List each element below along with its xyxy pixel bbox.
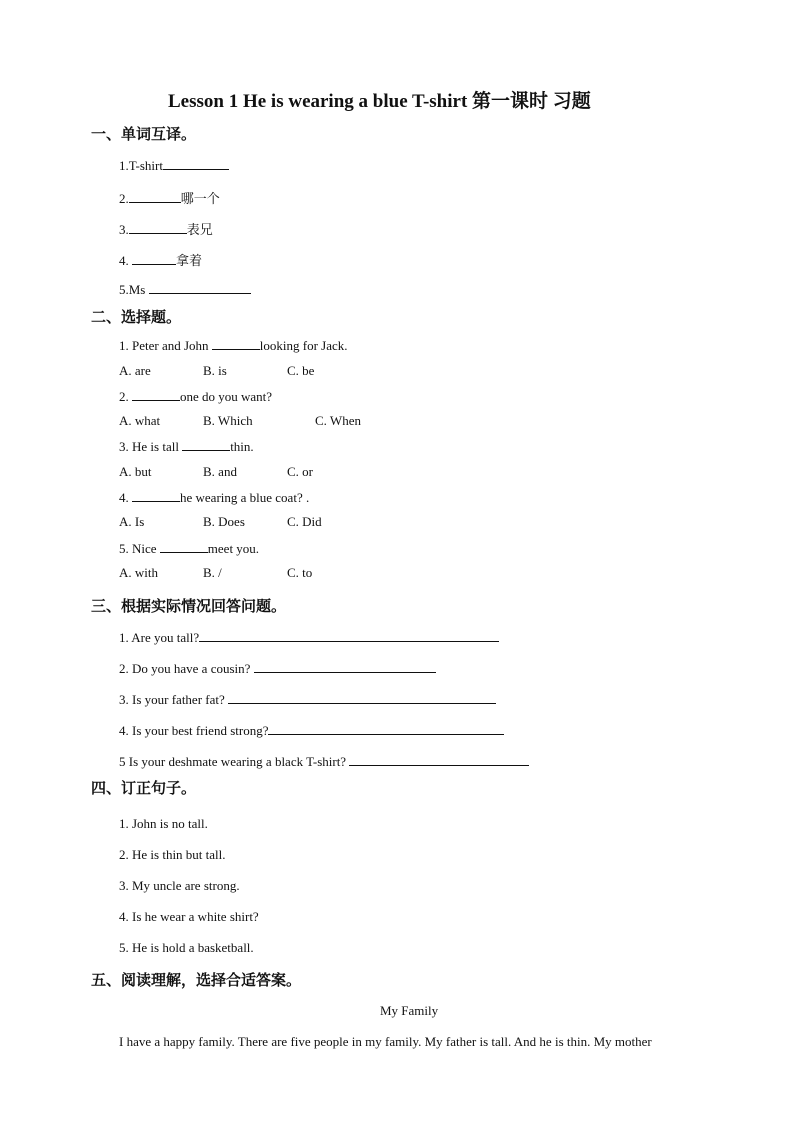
choice-question-1 — [119, 337, 348, 354]
passage-text: I have a happy family. There are five people in my family. My father is tall. And he is thin. My mother — [119, 1034, 652, 1049]
answer-blank[interactable] — [212, 337, 260, 350]
option-a[interactable]: A. Is — [119, 514, 145, 529]
choice-question-4 — [119, 489, 309, 506]
vocab-item-5-label: 5.Ms — [119, 282, 146, 297]
answer-line[interactable] — [228, 691, 496, 704]
question-text: 3. Is your father fat? — [119, 692, 229, 707]
vocab-item-2 — [119, 188, 220, 207]
option-a[interactable]: A. with — [119, 565, 158, 580]
vocab-item-4-label: 拿着 — [176, 253, 203, 268]
choice-question-2 — [119, 388, 272, 405]
answer-blank[interactable] — [132, 489, 180, 502]
vocab-item-2-label: 哪一个 — [180, 191, 220, 206]
answer-question-4 — [119, 722, 504, 739]
answer-line[interactable] — [254, 660, 436, 673]
answer-blank[interactable] — [160, 540, 208, 553]
option-c[interactable]: C. or — [287, 464, 313, 479]
section5-heading: 五、阅读理解，选择合适答案。 — [91, 973, 302, 989]
option-b[interactable]: B. Which — [203, 413, 253, 428]
answer-blank[interactable] — [163, 157, 229, 170]
vocab-item-3-label: 表兄 — [186, 222, 213, 237]
answer-question-1 — [119, 629, 499, 646]
question-stem: one do you want? — [180, 389, 273, 404]
passage-title: My Family — [380, 1003, 439, 1018]
correction-item: 5. He is hold a basketball. — [119, 940, 254, 955]
answer-blank[interactable] — [182, 438, 230, 451]
question-text: 2. Do you have a cousin? — [119, 661, 254, 676]
option-c[interactable]: C. When — [315, 413, 361, 428]
vocab-item-3-number: 3. — [119, 222, 129, 237]
vocab-item-2-number: 2. — [119, 191, 129, 206]
option-b[interactable]: B. and — [203, 464, 237, 479]
answer-blank[interactable] — [149, 281, 251, 294]
answer-blank[interactable] — [129, 221, 187, 234]
vocab-item-4-number: 4. — [119, 253, 132, 268]
answer-line[interactable] — [349, 753, 529, 766]
option-b[interactable]: B. Does — [203, 514, 245, 529]
vocab-item-5 — [119, 281, 251, 298]
option-b[interactable]: B. is — [203, 363, 227, 378]
correction-item: 1. John is no tall. — [119, 816, 208, 831]
question-stem: 3. He is tall — [119, 439, 183, 454]
question-stem: 5. Nice — [119, 541, 160, 556]
vocab-item-3 — [119, 219, 213, 238]
vocab-item-1-label: 1.T-shirt — [119, 158, 163, 173]
question-stem: 2. — [119, 389, 132, 404]
section3-heading: 三、根据实际情况回答问题。 — [91, 599, 287, 615]
question-stem: looking for Jack. — [259, 338, 348, 353]
option-b[interactable]: B. / — [203, 565, 222, 580]
correction-item: 3. My uncle are strong. — [119, 878, 240, 893]
answer-line[interactable] — [199, 629, 499, 642]
answer-blank[interactable] — [132, 388, 180, 401]
answer-line[interactable] — [268, 722, 504, 735]
question-text: 5 Is your deshmate wearing a black T-shirt? — [119, 754, 350, 769]
vocab-item-4 — [119, 250, 202, 269]
correction-item: 4. Is he wear a white shirt? — [119, 909, 259, 924]
answer-blank[interactable] — [129, 190, 181, 203]
option-c[interactable]: C. be — [287, 363, 315, 378]
answer-blank[interactable] — [132, 252, 176, 265]
option-c[interactable]: C. to — [287, 565, 313, 580]
vocab-item-1 — [119, 157, 229, 174]
choice-question-3 — [119, 438, 254, 455]
question-text: 1. Are you tall? — [119, 630, 200, 645]
question-stem: he wearing a blue coat? . — [180, 490, 310, 505]
answer-question-2 — [119, 660, 436, 677]
question-stem: 1. Peter and John — [119, 338, 212, 353]
option-a[interactable]: A. but — [119, 464, 152, 479]
correction-item: 2. He is thin but tall. — [119, 847, 226, 862]
question-stem: meet you. — [207, 541, 260, 556]
question-stem: 4. — [119, 490, 132, 505]
section1-heading: 一、单词互译。 — [91, 127, 197, 143]
answer-question-3 — [119, 691, 496, 708]
section2-heading: 二、选择题。 — [91, 310, 182, 326]
choice-question-5 — [119, 540, 259, 557]
option-c[interactable]: C. Did — [287, 514, 322, 529]
option-a[interactable]: A. are — [119, 363, 151, 378]
answer-question-5 — [119, 753, 529, 770]
option-a[interactable]: A. what — [119, 413, 161, 428]
question-text: 4. Is your best friend strong? — [119, 723, 269, 738]
question-stem: thin. — [230, 439, 254, 454]
page-title: Lesson 1 He is wearing a blue T-shirt 第一课时 习题 — [168, 91, 591, 112]
section4-heading: 四、订正句子。 — [91, 781, 197, 797]
